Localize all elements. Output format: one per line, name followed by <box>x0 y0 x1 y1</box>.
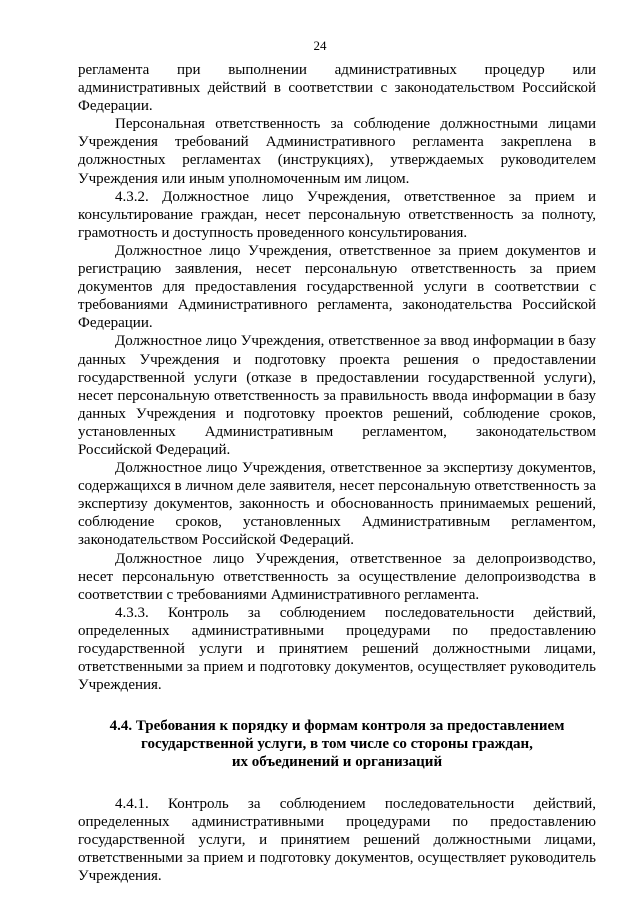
paragraph-personal-responsibility: Персональная ответственность за соблюдение должностными лицами Учреждения требований Административного регламента закреплена в должностных регламентах (инструкциях), утверждаемых руководителем Учреждения или иным уполномоченным им лицом. <box>78 116 596 187</box>
section-heading-line-1: 4.4. Требования к порядку и формам контроля за предоставлением <box>109 718 565 735</box>
page-number: 24 <box>313 38 327 53</box>
section-heading-line-2: государственной услуги, в том числе со стороны граждан, <box>141 736 533 753</box>
paragraph-4-3-3: 4.3.3. Контроль за соблюдением последовательности действий, определенных административными процедурами по предоставлению государственной услуги и принятием решений должностными лицами, ответственными за прием и подготовку документов, осуществляет руководитель Учреждения. <box>78 604 596 694</box>
paragraph-records-management: Должностное лицо Учреждения, ответственное за делопроизводство, несет персональную ответственность за осуществление делопроизводства в соответствии с требованиями Административного регламента. <box>78 550 596 603</box>
document-body <box>78 61 596 885</box>
paragraph-data-entry: Должностное лицо Учреждения, ответственное за ввод информации в базу данных Учреждения и подготовку проекта решения о предоставлении государственной услуги (отказе в предоставлении государственной услуги), несет персональную ответственность за правильность ввода информации в базу данных Учреждения и подготовку проектов решений, соблюдение сроков, установленных Административным регламентом, законодательством Российской Федераций. <box>78 333 596 458</box>
section-heading-line-3: их объединений и организаций <box>231 754 443 771</box>
paragraph-continuation: регламента при выполнении административных процедур или административных действий в соответствии с законодательством Российской Федерации. <box>78 62 596 115</box>
paragraph-expertise: Должностное лицо Учреждения, ответственное за экспертизу документов, содержащихся в личном деле заявителя, несет персональную ответственность за экспертизу документов, законность и обоснованность принимаемых решений, соблюдение сроков, установленных Административным регламентом, законодательством Российской Федераций. <box>78 460 596 549</box>
paragraph-4-3-2: 4.3.2. Должностное лицо Учреждения, ответственное за прием и консультирование граждан, несет персональную ответственность за полноту, грамотность и доступность проведенного консультирования. <box>78 188 596 241</box>
paragraph-4-4-1: 4.4.1. Контроль за соблюдением последовательности действий, определенных административными процедурами по предоставлению государственной услуги, и принятием решений должностными лицами, ответственными за прием и подготовку документов, осуществляет руководитель Учреждения. <box>78 795 596 884</box>
section-heading-4-4 <box>78 717 596 771</box>
paragraph-document-intake: Должностное лицо Учреждения, ответственное за прием документов и регистрацию заявления, несет персональную ответственность за прием документов для предоставления государственной услуги в соответствии с требованиями Административного регламента, законодательства Российской Федерации. <box>78 242 596 332</box>
